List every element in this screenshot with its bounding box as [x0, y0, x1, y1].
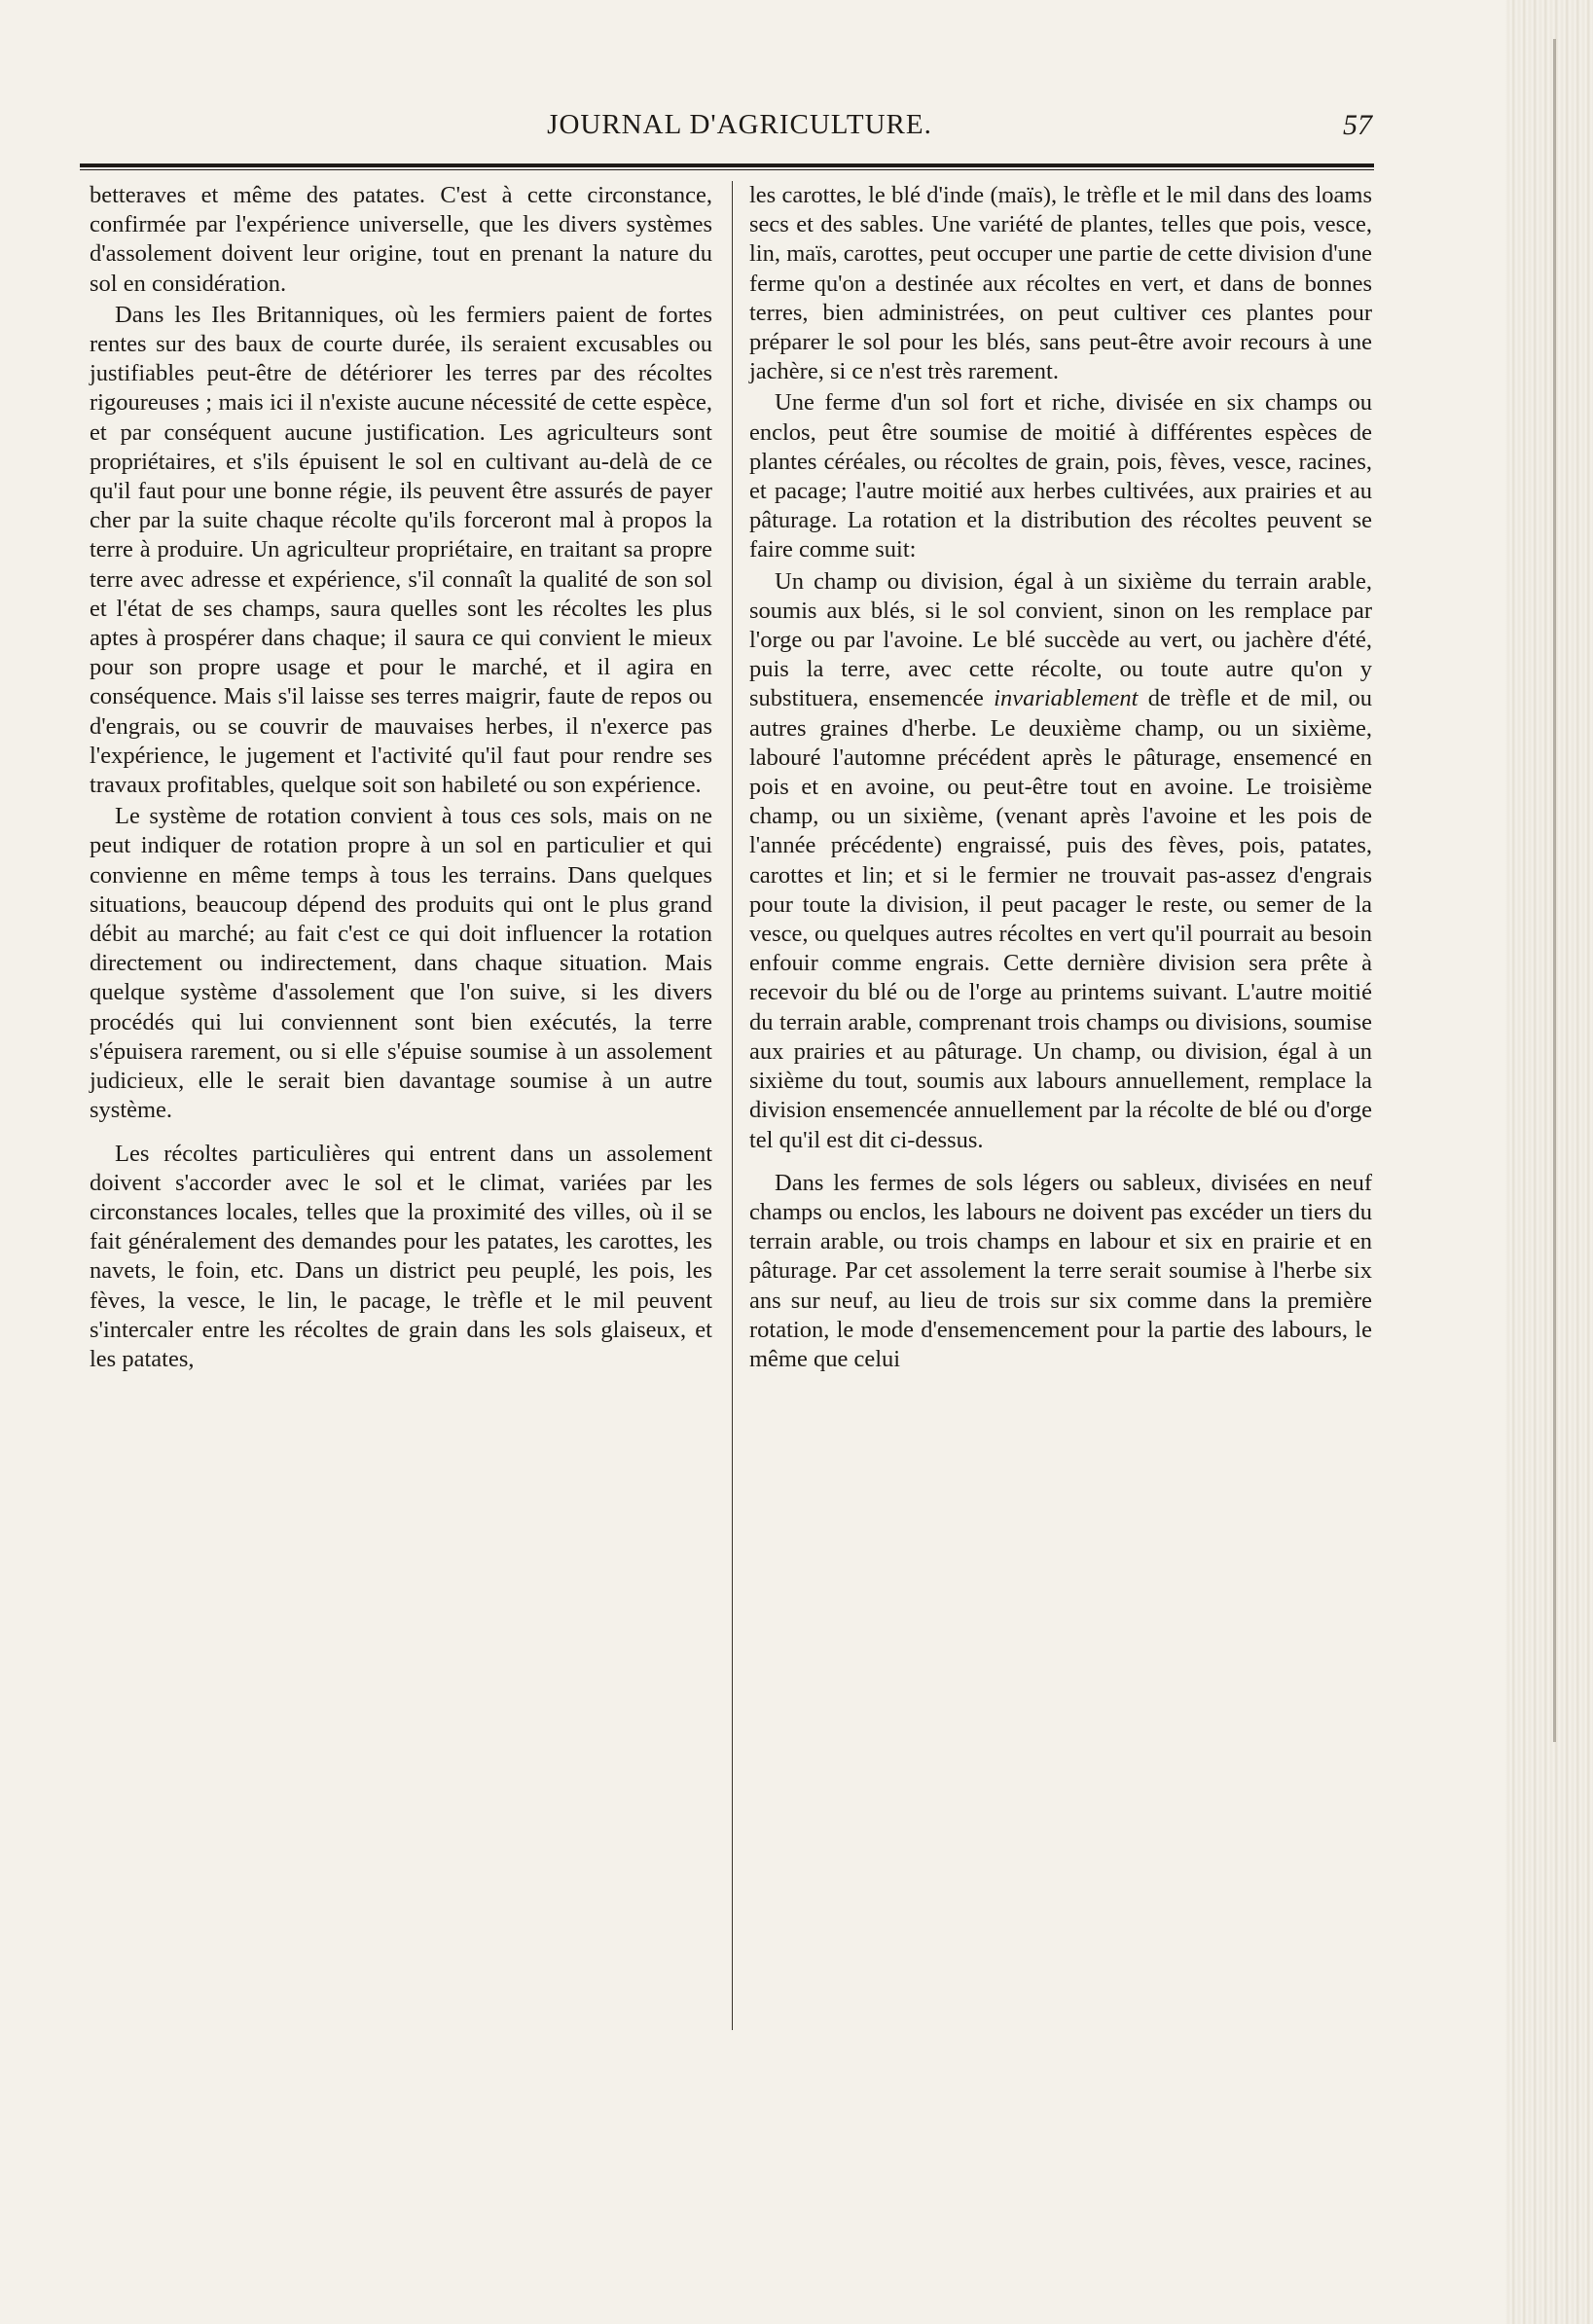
- left-column: [90, 181, 712, 1374]
- paragraph: les carottes, le blé d'inde (maïs), le trèfle et le mil dans des loams secs et des sables. Une variété de plantes, telles que pois, vesce, lin, maïs, carottes, peut occuper une partie de cette division d'une ferme qu'on a destinée aux récoltes en vert, et dans de bonnes terres, bien administrées, on peut cultiver ces plantes pour préparer le sol pour les blés, sans peut-être avoir recours à une jachère, si ce n'est très rarement.: [749, 182, 1372, 385]
- header-rule: [80, 163, 1374, 167]
- paragraph: [749, 567, 1372, 1155]
- paragraph: Dans les fermes de sols légers ou sableux, divisées en neuf champs ou enclos, les labours ne doivent pas excéder un tiers du terrain arable, ou trois champs en labour et six en prairie et en pâturage. Par cet assolement la terre serait soumise à l'herbe six ans sur neuf, au lieu de trois sur six comme dans la première rotation, le mode d'ensemencement pour la partie des labours, le même que celui: [749, 1169, 1372, 1372]
- paragraph: Une ferme d'un sol fort et riche, divisée en six champs ou enclos, peut être soumise de moitié à différentes espèces de plantes céréales, ou récoltes de grain, pois, fèves, vesce, racines, et pacage; l'autre moitié aux herbes cultivées, aux prairies et au pâturage. La rotation et la distribution des récoltes peuvent se faire comme suit:: [749, 389, 1372, 563]
- scan-edge-shadow: [1505, 0, 1593, 2324]
- right-column: [749, 181, 1372, 1374]
- scan-edge-line: [1553, 39, 1556, 1742]
- paragraph: Dans les Iles Britanniques, où les fermiers paient de fortes rentes sur des baux de courte durée, ils seraient excusables ou justifiables peut-être de détériorer les terres par des récoltes rigoureuses ; mais ici il n'existe aucune nécessité de cette espèce, et par conséquent aucune justification. Les agriculteurs sont propriétaires, et s'ils épuisent le sol en cultivant au-delà de ce qu'il faut pour une bonne régie, ils peuvent être assurés de payer cher par la suite chaque récolte qu'ils forceront mal à propos la terre à produire. Un agriculteur propriétaire, en traitant sa propre terre avec adresse et expérience, s'il connaît la qualité de son sol et l'état de ses champs, saura quelles sont les récoltes les plus aptes à prospérer dans chaque; il saura ce qui convient le mieux pour son propre usage et pour le marché, et il agira en conséquence. Mais s'il laisse ses terres maigrir, faute de repos ou d'engrais, ou se couvrir de mauvaises herbes, il n'exerce pas l'expérience, le jugement et l'activité qu'il faut pour rendre ses travaux profitables, quelque soit son habileté ou son expérience.: [90, 301, 712, 799]
- paragraph: Les récoltes particulières qui entrent dans un assolement doivent s'accorder avec le sol et le climat, variées par les circonstances locales, telles que la proximité des villes, où il se fait généralement des demandes pour les patates, les carottes, les navets, le foin, etc. Dans un district peu peuplé, les pois, les fèves, la vesce, le lin, le pacage, le trèfle et le mil peuvent s'intercaler entre les récoltes de grain dans les sols glaiseux, et les patates,: [90, 1140, 712, 1372]
- paragraph: Le système de rotation convient à tous ces sols, mais on ne peut indiquer de rotation propre à un sol en particulier et qui convienne en même temps à tous les terrains. Dans quelques situations, beaucoup dépend des produits qui ont le plus grand débit au marché; au fait c'est ce qui doit influencer la rotation directement ou indirectement, dans chaque situation. Mais quelque système d'assolement que l'on suive, si les divers procédés qui lui conviennent sont bien exécutés, la terre s'épuisera rarement, ou si elle s'épuise soumise à un assolement judicieux, elle le serait bien davantage soumise à un autre système.: [90, 803, 712, 1124]
- page-header: [78, 109, 1372, 158]
- page-number: 57: [1343, 109, 1372, 141]
- running-head: JOURNAL D'AGRICULTURE.: [547, 109, 932, 140]
- column-divider: [732, 181, 733, 2030]
- header-rule-thin: [80, 169, 1374, 170]
- paragraph-text: de trèfle et de mil, ou autres graines d'herbe. Le deuxième champ, ou un sixième, labouré l'automne précédent après le pâturage, ensemencé en pois et en avoine, ou peut-être tout en avoine. Le troisième champ, ou un sixième, (venant après l'avoine et les pois de l'année précédente) engraissé, puis des fèves, pois, patates, carottes et lin; et si le fermier ne trouvait pas-assez d'engrais pour toute la division, il peut pacager le reste, ou semer de la vesce, ou quelques autres récoltes en vert qu'il pourrait au besoin enfouir comme engrais. Cette dernière division sera prête à recevoir du blé ou de l'orge au printems suivant. L'autre moitié du terrain arable, comprenant trois champs ou divisions, soumise aux prairies et au pâturage. Un champ, ou division, égal à un sixième du tout, soumis aux labours annuellement, remplace la division ensemencée annuellement par la récolte de blé ou d'orge tel qu'il est dit ci-dessus.: [749, 685, 1373, 1153]
- emphasis: invariablement: [994, 685, 1139, 712]
- paragraph-text: Un champ ou division, égal à un sixième du terrain arable, soumis aux blés, si le sol convient, sinon on les remplace par l'orge ou par l'avoine. Le blé succède au vert, ou jachère d'été, puis la terre, avec cette récolte, ou toute autre qu'on y substituera, ensemencée: [749, 567, 1372, 712]
- paragraph: betteraves et même des patates. C'est à cette circonstance, confirmée par l'expérience universelle, que les divers systèmes d'assolement doivent leur origine, tout en prenant la nature du sol en considération.: [90, 182, 712, 297]
